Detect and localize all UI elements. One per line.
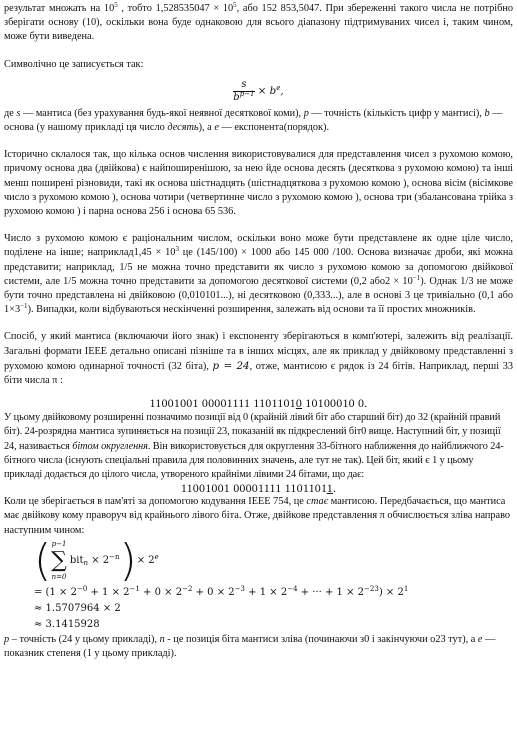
subscript: n (83, 558, 89, 567)
paragraph-history: Історично склалося так, що кілька основ числення використовувалися для представлення чисел з рухомою комою, причому основа два (двійкова) є найпоширенішою, за нею йде основа десять (десяткова з рухомою комою) та інші менш поширені різновиди, такі як основа шістнадцять (шістнадцяткова з рухомою комою ), основа вісім (вісімкове число з рухомою комою ), основа чотири (четвертинне число з рухомою комою ), основа три (збалансована трійка з рухомою комою ) і парна основа 256 і основа 65 536. (4, 149, 513, 218)
text: × 2 (136, 554, 155, 566)
superscript: −n (109, 552, 120, 561)
text: . (332, 481, 337, 496)
text: , або 152 853,5047. При збереженні такого числа не потрібно зберігати основу (10), оскільки вона буде однаковою для всього діапазону підтримуваних чисел і, таким чином, може бути виведена. (4, 3, 513, 43)
text: де (4, 107, 17, 119)
text: , (280, 84, 284, 97)
sum-term (70, 554, 120, 568)
paragraph-storage (4, 330, 513, 388)
paragraph-symbolic: Символічно це записується так: (4, 58, 144, 70)
text: Спосіб, у який мантиса (включаючи його знак) і експоненту зберігаються в комп'ютері, залежить від реалізації. Загальні формати IEEE детально описані пізніше та в інших місцях, але як приклад у двійковому представленні з рухомою комою одинарної точності (32 біта), (4, 331, 513, 372)
variable: n (159, 633, 165, 645)
paren-left: ( (34, 534, 52, 586)
text: bit (69, 554, 84, 566)
superscript: −3 (234, 584, 245, 593)
text: × 2 (88, 554, 110, 566)
text: , отже, мантисою є рядок із 24 бітів. Наприклад, перші 33 біти числа π : (4, 360, 513, 387)
document-page (4, 2, 513, 661)
equation-line-1 (34, 534, 513, 586)
coefficient: 1 (336, 586, 343, 598)
paragraph-legend (4, 633, 513, 661)
variable: s (16, 107, 21, 119)
text: результат множать на 10 (4, 3, 115, 14)
text: Число з рухомою комою є раціональним числом, оскільки воно може бути представлене як одне ціле число, поділене на інше; наприклад1,45 × 10 (4, 233, 513, 259)
coefficient: 0 (154, 586, 161, 598)
emphasis: стає (306, 496, 329, 508)
text: — точність (кількість цифр у мантисі), (308, 107, 485, 119)
text: мантисою. Передбачається, що мантиса має двійкову кому праворуч від крайнього лівого біта. Отже, двійкове представлення π обчислюється зліва направо наступним чином: (4, 496, 511, 536)
fraction (233, 79, 254, 104)
superscript: −1 (412, 273, 421, 282)
text: У цьому двійковому розширенні позначимо позиції від 0 (крайній лівий біт або старший біт) до 32 (крайній правий біт). 24-розрядна мантиса зупиняється на позиції 23, показаній як підкреслений біт0 вище. Наступний біт, у позиції 24, називається (4, 412, 501, 452)
superscript: 3 (175, 245, 179, 254)
emphasis: бітом округлення (72, 440, 148, 452)
sum-upper-limit: p−1 (51, 539, 67, 548)
variable: e (214, 122, 219, 134)
text: ). Однак 1/3 не може бути точно представлена ні двійковою (0,010101...), ні десятковою (0,333...), але в основі 3 це тривіально (0,1 або 1×3 (4, 275, 513, 316)
text: ), а (198, 122, 215, 134)
equation-line-3 (34, 601, 513, 617)
paragraph-rounding (4, 411, 513, 482)
text: . Він використовується для округлення 33-бітного наближення до найближчого 24-бітного числа (існують спеціальні правила для половинних значень, але тут не так). Цей біт, який є 1 у цьому прикладі додається до цілого числа, утвореного крайніми лівими 24 бітами, що дає: (4, 440, 504, 481)
text: це (145/100) × 1000 або 145 000 /100. Основа визначає дроби, які можна представити; наприклад, 1/5 не можна точно представити як число з рухомою комою за допомогою двійкової системи, але 1/5 можна точно представити за допомогою десяткової системи (0,2 або2 × 10 (4, 247, 513, 287)
equation-line-4 (34, 617, 513, 633)
superscript: p−1 (239, 89, 255, 98)
variable: p (303, 107, 309, 119)
text: ≈ 1.5707964 × 2 (34, 602, 121, 614)
sum-lower-limit: n=0 (51, 572, 67, 581)
text: — основа (у нашому прикладі ця число (4, 107, 503, 134)
formula-scientific (4, 76, 513, 107)
summation (51, 539, 67, 583)
numerator: s (233, 79, 254, 92)
paren-right: ) (119, 534, 137, 586)
equation-pi (34, 534, 513, 633)
bit-string-24 (4, 482, 513, 495)
underlined-bit: 0 (295, 396, 303, 411)
inline-math: p = 24 (212, 359, 250, 372)
paragraph-intro (4, 2, 513, 45)
text: – точність (24 у цьому прикладі), (9, 633, 160, 645)
text: — показник степеня (1 у цьому прикладі). (4, 633, 496, 660)
coefficient: 1 (102, 586, 109, 598)
variable: p (4, 633, 10, 645)
emphasis: десять (167, 122, 199, 134)
text: b (233, 91, 240, 103)
text: Коли це зберігається в пам'яті за допомогою кодування IEEE 754, це (4, 496, 307, 508)
text: ≈ 3.1415928 (34, 618, 100, 630)
denominator (233, 89, 255, 104)
text: × b (254, 84, 277, 97)
equation-line-2: = ($1 \times 2^{-0} + 1 \times 2^{-1} + 0 \times 2^{-2} + 0 \times 2^{-3} + 1 \times 2^{-4}$ + ··· + $1 \times 2^{-23}) \times 2^1$ (34, 584, 409, 598)
superscript: −4 (287, 584, 298, 593)
text: ) × 2 (378, 586, 404, 598)
superscript: e (154, 552, 159, 561)
superscript: 1 (403, 584, 409, 593)
bit-string-33 (4, 396, 513, 411)
text: 11001001 00001111 1101101 (149, 396, 296, 411)
superscript: −2 (182, 584, 193, 593)
text: ). Випадки, коли відбуваються нескінченні розширення, залежать від основи та її простих множників. (27, 304, 476, 316)
superscript: −23 (364, 584, 379, 593)
text: 10100010 0. (302, 396, 368, 411)
paragraph-definitions (4, 107, 513, 135)
text: — мантиса (без урахування будь-якої неявної десяткової коми), (20, 107, 304, 119)
text: - це позиція біта мантиси зліва (починаючи з0 і закінчуючи о23 тут), а (164, 633, 478, 645)
paragraph-ieee (4, 495, 513, 538)
superscript: −1 (20, 302, 28, 311)
paragraph-rational (4, 232, 513, 317)
coefficient: 0 (207, 586, 214, 598)
text: , тобто 1,528535047 × 10 (117, 3, 234, 14)
superscript: −0 (76, 584, 88, 593)
superscript: 5 (114, 1, 118, 9)
underlined-bit: 1 (326, 481, 333, 496)
scale-factor (137, 554, 159, 568)
text: 11001001 00001111 1101101 (180, 481, 327, 496)
variable: b (484, 107, 490, 119)
variable: e (477, 633, 483, 645)
sigma-icon: ∑ (51, 547, 67, 573)
text: — експонента(порядок). (218, 122, 330, 134)
superscript: −1 (129, 584, 140, 593)
coefficient: 1 (259, 586, 267, 598)
formula-rest (255, 85, 284, 97)
superscript: e (276, 83, 281, 92)
coefficient: 1 (49, 586, 56, 598)
ellipsis: + ··· + (297, 586, 337, 598)
superscript: 5 (233, 1, 237, 9)
